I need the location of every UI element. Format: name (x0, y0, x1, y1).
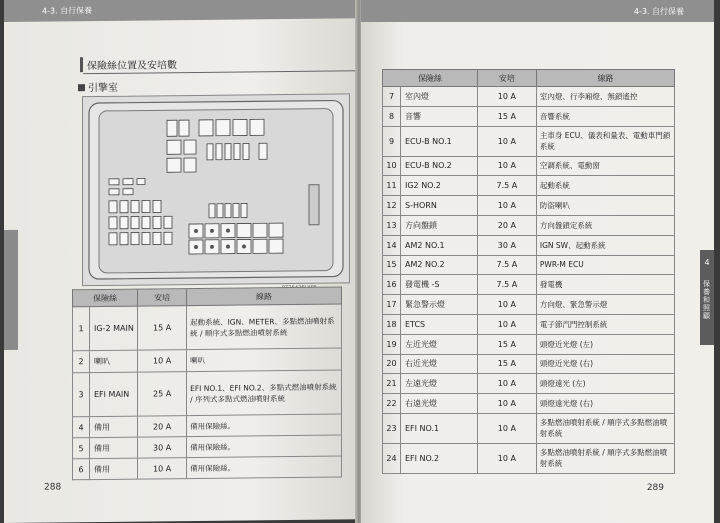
fuse-number: 22 (383, 394, 401, 414)
subsection-title: 引擎室 (78, 79, 118, 94)
table-row (383, 413, 675, 443)
fuse-name: IG-2 MAIN (90, 306, 138, 351)
table-row (383, 196, 675, 216)
fuse-circuit: 備用保險絲。 (187, 414, 342, 437)
chapter-tab (700, 250, 714, 345)
fuse-circuit: 頭燈遠光燈 (右) (536, 394, 674, 414)
fuse-name: 左近光燈 (401, 334, 478, 354)
table-row (73, 348, 342, 373)
fuse-amperage: 30 A (138, 437, 187, 459)
fuse-circuit: 多點燃油噴射系統 / 順序式多點燃油噴射系統 (536, 413, 674, 443)
table-row (383, 334, 675, 354)
fuse-number: 9 (383, 126, 401, 156)
table-row (383, 255, 675, 275)
table-row (73, 456, 342, 480)
fuse-amperage: 7.5 A (477, 176, 536, 196)
fuse-number: 24 (383, 443, 401, 473)
fuse-amperage: 10 A (477, 314, 536, 334)
fuse-amperage: 10 A (477, 295, 536, 315)
fuse-circuit: 頭燈遠光 (左) (536, 374, 674, 394)
fuse-circuit: 頭燈近光燈 (右) (536, 354, 674, 374)
fuse-amperage: 10 A (477, 156, 536, 176)
fuse-name: S-HORN (401, 196, 478, 216)
table-row (383, 295, 675, 315)
fuse-circuit: 多點燃油噴射系統 / 順序式多點燃油噴射系統 (536, 443, 674, 473)
table-row (383, 106, 675, 126)
table-header (383, 70, 675, 87)
fuse-amperage: 10 A (477, 443, 536, 473)
fuse-amperage: 7.5 A (477, 275, 536, 295)
fuse-amperage: 20 A (477, 215, 536, 235)
fuse-name: IG2 NO.2 (401, 176, 478, 196)
fuse-amperage: 15 A (138, 306, 187, 351)
chapter-title: 保養和照顧 (703, 280, 710, 320)
fuse-circuit: 起動系統 (536, 176, 674, 196)
fuse-amperage: 10 A (477, 87, 536, 107)
section-title: 保險絲位置及安培數 (80, 56, 177, 72)
col-amp: 安培 (477, 70, 536, 87)
fuse-name: ECU-B NO.2 (401, 156, 478, 176)
fuse-circuit: 備用保險絲。 (187, 435, 342, 458)
chapter-number: 4 (704, 258, 710, 267)
engine-fuse-box-diagram (82, 93, 350, 286)
fuse-number: 7 (383, 87, 401, 107)
fuse-name: 喇叭 (90, 350, 138, 373)
col-fuse: 保險絲 (383, 70, 478, 87)
table-row (383, 126, 675, 156)
page-number: 288 (44, 482, 62, 493)
table-row (383, 235, 675, 255)
fuse-circuit: 發電機 (536, 275, 674, 295)
table-row (73, 435, 342, 459)
fuse-amperage: 10 A (477, 196, 536, 216)
table-row (73, 304, 342, 351)
fuse-number: 20 (383, 354, 401, 374)
fuse-circuit: 起動系統、IGN、METER、多點燃油噴射系統 / 順序式多點燃油噴射系統 (187, 304, 342, 350)
fuse-name: 備用 (90, 458, 138, 480)
fuse-amperage: 15 A (477, 334, 536, 354)
fuse-number: 16 (383, 275, 401, 295)
fuse-circuit: IGN SW、起動系統 (536, 235, 674, 255)
fuse-name: 室內燈 (401, 87, 478, 107)
fuse-amperage: 30 A (477, 235, 536, 255)
fuse-circuit: EFI NO.1、EFI NO.2、多點式燃油噴射系統 / 序列式多點式燃油噴射系統 (187, 370, 342, 416)
fuse-amperage: 10 A (477, 126, 536, 156)
fuse-name: ECU-B NO.1 (401, 126, 478, 156)
fuse-name: 發電機 -S (401, 275, 478, 295)
col-circuit: 線路 (536, 70, 674, 87)
page-number: 289 (646, 483, 664, 493)
fuse-circuit: PWR-M ECU (536, 255, 674, 275)
fuse-amperage: 7.5 A (477, 255, 536, 275)
fuse-amperage: 10 A (477, 413, 536, 443)
fuse-number: 1 (73, 307, 90, 351)
fuse-amperage: 10 A (477, 394, 536, 414)
fuse-circuit: 電子節汽門控制系統 (536, 314, 674, 334)
fuse-box-illustration (83, 94, 349, 285)
table-row (383, 354, 675, 374)
fuse-circuit: 備用保險絲。 (187, 456, 342, 479)
fuse-number: 5 (73, 438, 90, 459)
fuse-name: 緊急警示燈 (401, 295, 478, 315)
fuse-name: ETCS (401, 314, 478, 334)
fuse-number: 8 (383, 106, 401, 126)
fuse-name: AM2 NO.1 (401, 235, 478, 255)
fuse-circuit: 主車身 ECU、儀表和量表、電動車門鎖系統 (536, 126, 674, 156)
fuse-number: 6 (73, 459, 90, 480)
left-page (4, 0, 359, 523)
fuse-name: 右近光燈 (401, 354, 478, 374)
left-side-tab (4, 230, 18, 350)
fuse-circuit: 室內燈、行李廂燈、無鎖遙控 (536, 87, 674, 107)
table-row (383, 176, 675, 196)
table-row (383, 275, 675, 295)
fuse-number: 18 (383, 314, 401, 334)
col-amp: 安培 (138, 289, 187, 307)
right-page (361, 0, 714, 523)
left-header-text: 4-3. 自行保養 (42, 6, 93, 16)
fuse-circuit: 頭燈近光燈 (左) (536, 334, 674, 354)
table-row (73, 414, 342, 438)
right-header-text: 4-3. 自行保養 (633, 7, 684, 16)
fuse-amperage: 10 A (138, 458, 187, 480)
fuse-number: 19 (383, 334, 401, 354)
fuse-number: 2 (73, 351, 90, 373)
fuse-number: 21 (383, 374, 401, 394)
table-row (383, 156, 675, 176)
fuse-circuit: 方向燈、緊急警示燈 (536, 295, 674, 315)
fuse-name: AM2 NO.2 (401, 255, 478, 275)
fuse-name: EFI MAIN (90, 372, 138, 417)
fuse-amperage: 25 A (138, 372, 187, 417)
col-circuit: 線路 (187, 287, 342, 306)
fuse-name: 右遠光燈 (401, 394, 478, 414)
fuse-number: 10 (383, 156, 401, 176)
fuse-name: EFI NO.2 (401, 443, 478, 473)
table-row (383, 215, 675, 235)
fuse-name: 備用 (90, 437, 138, 459)
table-row (383, 374, 675, 394)
fuse-number: 13 (383, 215, 401, 235)
fuse-name: 備用 (90, 416, 138, 438)
fuse-number: 23 (383, 413, 401, 443)
fuse-table-right (382, 69, 675, 474)
fuse-name: 音響 (401, 106, 478, 126)
fuse-amperage: 15 A (477, 354, 536, 374)
fuse-number: 12 (383, 196, 401, 216)
fuse-name: EFI NO.1 (401, 413, 478, 443)
fuse-circuit: 音響系統 (536, 106, 674, 126)
table-row (383, 87, 675, 107)
fuse-name: 左遠光燈 (401, 374, 478, 394)
fuse-table-left (72, 286, 342, 480)
table-row (383, 394, 675, 414)
fuse-number: 11 (383, 176, 401, 196)
fuse-name: 方向盤鎖 (401, 215, 478, 235)
left-page-header (4, 0, 359, 22)
right-page-header (361, 0, 714, 22)
fuse-circuit: 喇叭 (187, 348, 342, 372)
fuse-circuit: 空調系統、電動窗 (536, 156, 674, 176)
table-row (73, 370, 342, 417)
fuse-circuit: 方向盤鎖定系統 (536, 215, 674, 235)
col-fuse: 保險絲 (73, 289, 138, 307)
fuse-number: 14 (383, 235, 401, 255)
fuse-number: 4 (73, 417, 90, 438)
fuse-amperage: 15 A (477, 106, 536, 126)
fuse-amperage: 10 A (477, 374, 536, 394)
fuse-number: 3 (73, 373, 90, 417)
fuse-amperage: 20 A (138, 416, 187, 438)
fuse-amperage: 10 A (138, 350, 187, 373)
table-row (383, 443, 675, 473)
table-row (383, 314, 675, 334)
fuse-number: 15 (383, 255, 401, 275)
fuse-number: 17 (383, 295, 401, 315)
fuse-circuit: 防盜喇叭 (536, 196, 674, 216)
